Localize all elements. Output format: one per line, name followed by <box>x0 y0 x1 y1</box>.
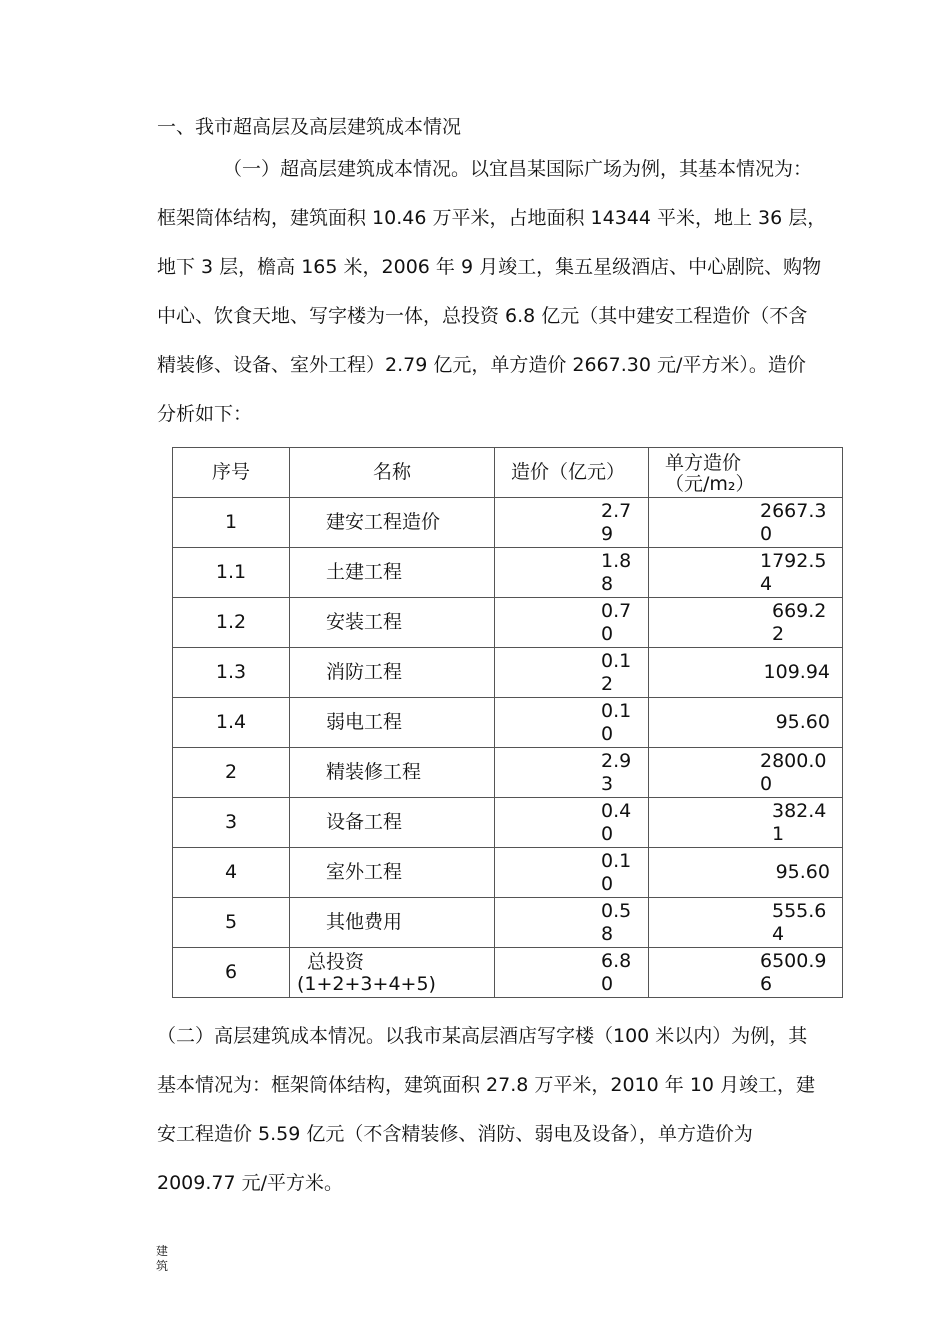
row-unit-cost: 2800.00 <box>760 749 827 795</box>
paragraph-super-high-rise <box>157 145 877 439</box>
row-no: 5 <box>173 898 290 948</box>
row-cost: 0.12 <box>601 649 632 695</box>
paragraph-line: 2009.77 元/平方米。 <box>157 1172 344 1194</box>
row-name-line2: (1+2+3+4+5) <box>297 972 436 995</box>
paragraph-line: 分析如下： <box>157 403 253 425</box>
row-unit-cost: 95.60 <box>775 861 830 883</box>
page-footer <box>156 1244 170 1274</box>
header-cost: 造价（亿元） <box>495 448 649 498</box>
row-unit-cost: 1792.54 <box>760 549 827 595</box>
paragraph-line: 框架筒体结构，建筑面积 10.46 万平米，占地面积 14344 平米，地上 36 层， <box>157 207 827 229</box>
row-unit-cost: 669.22 <box>772 599 827 645</box>
table-row <box>173 598 843 648</box>
row-no: 1.2 <box>173 598 290 648</box>
row-name: 弱电工程 <box>290 698 495 748</box>
cost-analysis-table <box>172 447 843 998</box>
row-unit-cost: 382.41 <box>772 799 827 845</box>
paragraph-line: （二）高层建筑成本情况。以我市某高层酒店写字楼（100 米以内）为例，其 <box>157 1025 808 1047</box>
table-row <box>173 748 843 798</box>
row-name: 其他费用 <box>290 898 495 948</box>
row-name: 建安工程造价 <box>290 498 495 548</box>
header-unit-cost <box>649 448 843 498</box>
footer-char: 建 <box>156 1244 169 1258</box>
row-cost: 1.88 <box>601 549 632 595</box>
footer-char: 筑 <box>156 1259 169 1273</box>
row-cost: 6.80 <box>601 949 632 995</box>
row-no: 6 <box>173 948 290 998</box>
row-name: 土建工程 <box>290 548 495 598</box>
header-name: 名称 <box>290 448 495 498</box>
row-cost: 0.40 <box>601 799 632 845</box>
row-name: 室外工程 <box>290 848 495 898</box>
row-no: 4 <box>173 848 290 898</box>
table-row <box>173 648 843 698</box>
table-row <box>173 798 843 848</box>
paragraph-line: 中心、饮食天地、写字楼为一体，总投资 6.8 亿元（其中建安工程造价（不含 <box>157 305 808 327</box>
table-header-row <box>173 448 843 498</box>
table-row <box>173 898 843 948</box>
header-unit-cost-line1: 单方造价 <box>665 452 742 474</box>
row-name: 消防工程 <box>290 648 495 698</box>
row-name: 精装修工程 <box>290 748 495 798</box>
row-name: 安装工程 <box>290 598 495 648</box>
header-unit-cost-line2: （元/m₂） <box>665 474 755 492</box>
section-heading: 一、我市超高层及高层建筑成本情况 <box>157 116 462 138</box>
paragraph-line: 基本情况为：框架筒体结构，建筑面积 27.8 万平米，2010 年 10 月竣工，建 <box>157 1074 816 1096</box>
header-no: 序号 <box>173 448 290 498</box>
row-unit-cost: 555.64 <box>772 899 827 945</box>
row-cost: 2.79 <box>601 499 632 545</box>
row-unit-cost: 95.60 <box>775 711 830 733</box>
row-unit-cost: 2667.30 <box>760 499 827 545</box>
row-unit-cost: 6500.96 <box>760 949 827 995</box>
row-cost: 0.10 <box>601 699 632 745</box>
row-name-line1: 总投资 <box>307 950 365 973</box>
table-row <box>173 848 843 898</box>
row-unit-cost: 109.94 <box>763 661 830 683</box>
paragraph-line: 安工程造价 5.59 亿元（不含精装修、消防、弱电及设备），单方造价为 <box>157 1123 753 1145</box>
row-no: 2 <box>173 748 290 798</box>
row-no: 1.1 <box>173 548 290 598</box>
row-cost: 0.10 <box>601 849 632 895</box>
row-cost: 2.93 <box>601 749 632 795</box>
table-row <box>173 498 843 548</box>
paragraph-line: 地下 3 层，檐高 165 米，2006 年 9 月竣工，集五星级酒店、中心剧院、购物 <box>157 256 822 278</box>
row-name: 设备工程 <box>290 798 495 848</box>
paragraph-high-rise <box>157 1012 877 1208</box>
row-no: 1 <box>173 498 290 548</box>
paragraph-line: 精装修、设备、室外工程）2.79 亿元，单方造价 2667.30 元/平方米）。造价 <box>157 354 806 376</box>
row-no: 3 <box>173 798 290 848</box>
table-row <box>173 948 843 998</box>
row-no: 1.3 <box>173 648 290 698</box>
paragraph-line: （一）超高层建筑成本情况。以宜昌某国际广场为例，其基本情况为： <box>223 158 813 180</box>
table-row <box>173 698 843 748</box>
row-cost: 0.58 <box>601 899 632 945</box>
row-no: 1.4 <box>173 698 290 748</box>
table-row <box>173 548 843 598</box>
row-cost: 0.70 <box>601 599 632 645</box>
row-name <box>290 948 495 998</box>
